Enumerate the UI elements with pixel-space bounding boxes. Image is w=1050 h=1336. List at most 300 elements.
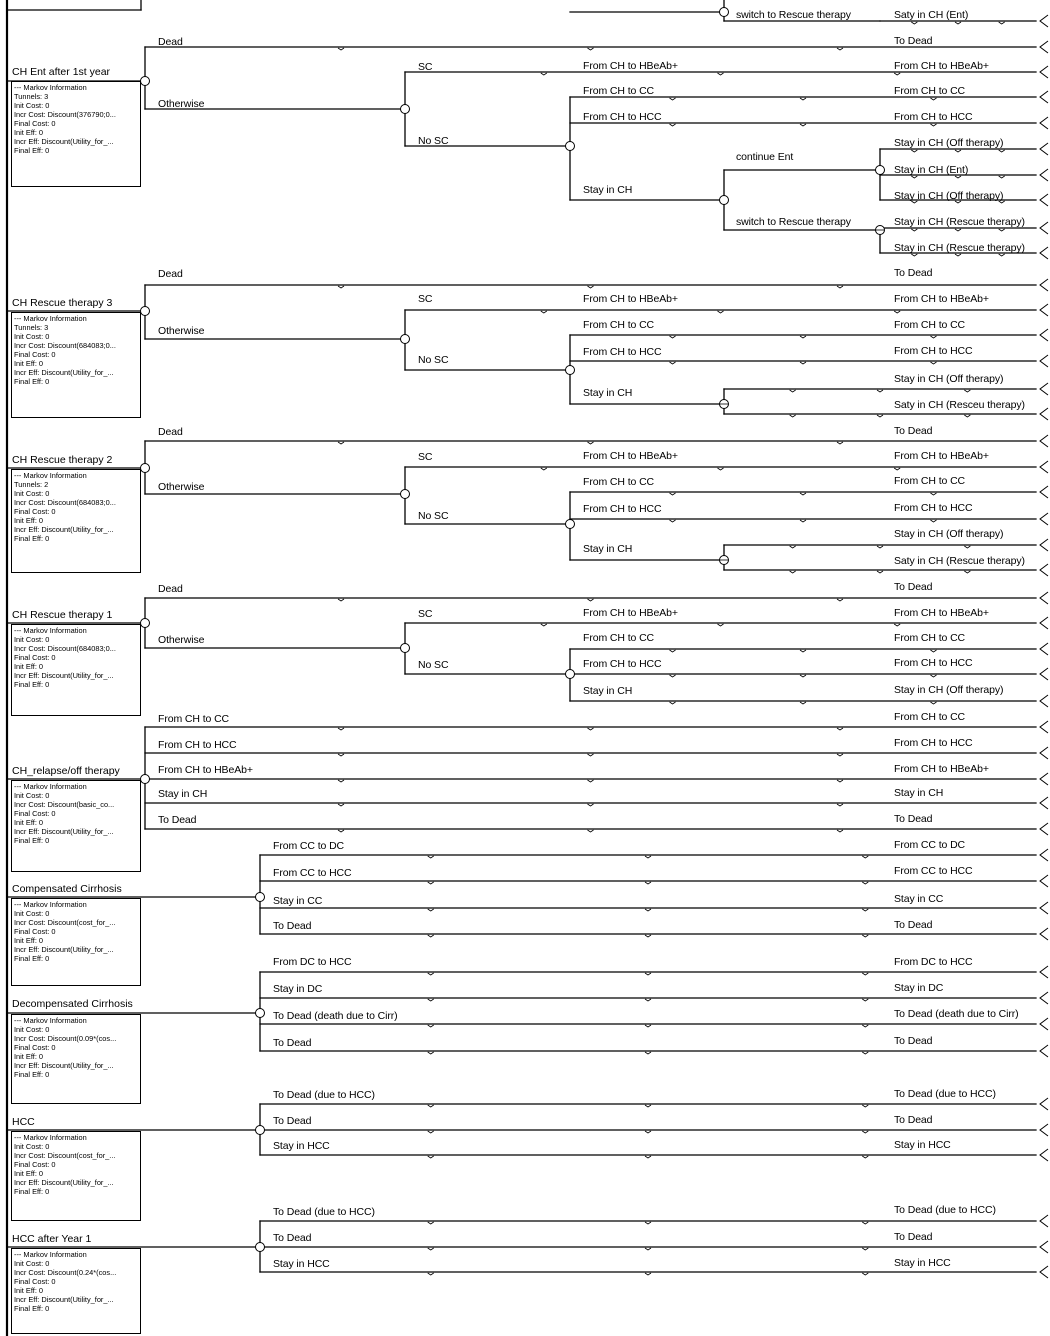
terminal-arrow-icon xyxy=(1040,797,1048,809)
markov-info-box xyxy=(11,469,141,573)
tick-mark xyxy=(790,546,796,548)
info-line: Incr Cost: Discount(0.09*(cos... xyxy=(14,1034,117,1043)
terminal-label: To Dead xyxy=(894,267,933,279)
info-line: Init Eff: 0 xyxy=(14,128,44,137)
state-title-hcc-after-year-1: HCC after Year 1 xyxy=(12,1233,92,1245)
terminal-label: To Dead xyxy=(894,35,933,47)
branch-label: From DC to HCC xyxy=(273,956,352,968)
state-title-ch-rescue-therapy-3: CH Rescue therapy 3 xyxy=(12,297,113,309)
terminal-arrow-icon xyxy=(1040,592,1048,604)
branch-label: From CH to HCC xyxy=(583,346,662,358)
branch-label: SC xyxy=(418,293,433,305)
terminal-label: From CH to HCC xyxy=(894,345,973,357)
terminal-arrow-icon xyxy=(1040,849,1048,861)
info-line: Incr Eff: Discount(Utility_for_... xyxy=(14,945,114,954)
terminal-label: From CH to HCC xyxy=(894,657,973,669)
info-line: Init Eff: 0 xyxy=(14,359,44,368)
tick-mark xyxy=(790,390,796,392)
chance-node-icon xyxy=(401,490,410,499)
chance-node-icon xyxy=(256,893,265,902)
branch-label: To Dead xyxy=(273,920,312,932)
terminal-label: From CH to CC xyxy=(894,319,966,331)
tick-mark xyxy=(964,415,970,417)
tick-mark xyxy=(862,935,868,937)
tick-mark xyxy=(588,728,594,730)
tick-mark xyxy=(428,1248,434,1250)
chance-node-icon xyxy=(141,464,150,473)
tick-mark xyxy=(588,804,594,806)
tick-mark xyxy=(955,22,961,24)
info-line: Init Cost: 0 xyxy=(14,489,50,498)
tick-mark xyxy=(645,1156,651,1158)
tick-mark xyxy=(955,254,961,256)
tick-mark xyxy=(800,98,806,100)
info-line: --- Markov Information xyxy=(14,1016,87,1025)
terminal-label: To Dead xyxy=(894,919,933,931)
terminal-arrow-icon xyxy=(1040,66,1048,78)
tick-mark xyxy=(790,571,796,573)
terminal-arrow-icon xyxy=(1040,1149,1048,1161)
branch-label: Dead xyxy=(158,426,183,438)
branch-label: switch to Rescue therapy xyxy=(736,9,851,21)
info-line: Init Eff: 0 xyxy=(14,516,44,525)
terminal-arrow-icon xyxy=(1040,823,1048,835)
terminal-arrow-icon xyxy=(1040,668,1048,680)
chance-node-icon xyxy=(141,619,150,628)
info-line: Final Eff: 0 xyxy=(14,534,50,543)
tick-mark xyxy=(911,254,917,256)
chance-node-icon xyxy=(256,1126,265,1135)
tick-mark xyxy=(862,973,868,975)
tick-mark xyxy=(428,1273,434,1275)
terminal-label: To Dead xyxy=(894,1114,933,1126)
terminal-arrow-icon xyxy=(1040,643,1048,655)
terminal-label: Stay in HCC xyxy=(894,1139,951,1151)
info-line: Init Cost: 0 xyxy=(14,1259,50,1268)
tick-mark xyxy=(718,468,724,470)
tick-mark xyxy=(964,390,970,392)
terminal-arrow-icon xyxy=(1040,695,1048,707)
info-line: Final Cost: 0 xyxy=(14,809,56,818)
tick-mark xyxy=(790,415,796,417)
terminal-label: From CH to HBeAb+ xyxy=(894,607,989,619)
info-line: Incr Cost: Discount(cost_for_... xyxy=(14,918,116,927)
chance-node-icon xyxy=(876,166,885,175)
terminal-arrow-icon xyxy=(1040,247,1048,259)
terminal-arrow-icon xyxy=(1040,355,1048,367)
tick-mark xyxy=(955,176,961,178)
tick-mark xyxy=(862,1156,868,1158)
tick-mark xyxy=(645,973,651,975)
tick-mark xyxy=(428,1105,434,1107)
branch-label: From CH to CC xyxy=(583,632,655,644)
tick-mark xyxy=(930,124,936,126)
branch-label: To Dead (due to HCC) xyxy=(273,1206,375,1218)
info-line: Incr Cost: Discount(376790;0... xyxy=(14,110,116,119)
markov-info-box xyxy=(11,81,141,187)
info-line: Incr Cost: Discount(684083;0... xyxy=(14,498,116,507)
tick-mark xyxy=(955,150,961,152)
info-line: Init Cost: 0 xyxy=(14,1025,50,1034)
branch-label: Stay in DC xyxy=(273,983,323,995)
info-line: --- Markov Information xyxy=(14,471,87,480)
terminal-arrow-icon xyxy=(1040,617,1048,629)
tick-mark xyxy=(930,650,936,652)
tick-mark xyxy=(588,599,594,601)
tick-mark xyxy=(837,442,843,444)
branch-label: No SC xyxy=(418,135,449,147)
tick-mark xyxy=(862,1105,868,1107)
markov-info-box xyxy=(11,780,141,872)
info-line: Init Eff: 0 xyxy=(14,1169,44,1178)
branch-label: No SC xyxy=(418,354,449,366)
terminal-arrow-icon xyxy=(1040,773,1048,785)
chance-node-icon xyxy=(566,670,575,679)
branch-label: Dead xyxy=(158,268,183,280)
branch-label: SC xyxy=(418,608,433,620)
tick-mark xyxy=(338,599,344,601)
terminal-arrow-icon xyxy=(1040,435,1048,447)
markov-info-box xyxy=(11,898,141,986)
terminal-arrow-icon xyxy=(1040,461,1048,473)
branch-label: Stay in CC xyxy=(273,895,323,907)
info-line: --- Markov Information xyxy=(14,626,87,635)
info-line: --- Markov Information xyxy=(14,900,87,909)
info-line: --- Markov Information xyxy=(14,83,87,92)
terminal-label: To Dead xyxy=(894,1035,933,1047)
info-line: Final Cost: 0 xyxy=(14,119,56,128)
tick-mark xyxy=(541,624,547,626)
tick-mark xyxy=(428,1131,434,1133)
tick-mark xyxy=(338,442,344,444)
state-title-ch-relapse-off-therapy: CH_relapse/off therapy xyxy=(12,765,120,777)
info-line: Final Cost: 0 xyxy=(14,1277,56,1286)
branch-label: To Dead xyxy=(273,1115,312,1127)
tick-mark xyxy=(862,1025,868,1027)
terminal-arrow-icon xyxy=(1040,329,1048,341)
info-line: Final Cost: 0 xyxy=(14,507,56,516)
chance-node-icon xyxy=(401,644,410,653)
info-line: Incr Eff: Discount(Utility_for_... xyxy=(14,137,114,146)
info-line: Final Cost: 0 xyxy=(14,350,56,359)
tick-mark xyxy=(964,571,970,573)
branch-label: To Dead xyxy=(158,814,197,826)
tick-mark xyxy=(800,650,806,652)
tick-mark xyxy=(837,754,843,756)
terminal-arrow-icon xyxy=(1040,539,1048,551)
branch-label: From CH to HCC xyxy=(158,739,237,751)
tick-mark xyxy=(645,909,651,911)
tick-mark xyxy=(645,935,651,937)
state-title-compensated-cirrhosis: Compensated Cirrhosis xyxy=(12,883,122,895)
state-title-decompensated-cirrhosis: Decompensated Cirrhosis xyxy=(12,998,133,1010)
tick-mark xyxy=(877,415,883,417)
terminal-label: Stay in DC xyxy=(894,982,944,994)
info-line: Incr Cost: Discount(0.24*(cos... xyxy=(14,1268,117,1277)
tick-mark xyxy=(645,1052,651,1054)
branch-label: No SC xyxy=(418,659,449,671)
info-line: Incr Eff: Discount(Utility_for_... xyxy=(14,827,114,836)
markov-info-box xyxy=(11,1248,141,1334)
terminal-label: From CH to HCC xyxy=(894,111,973,123)
info-line: Final Eff: 0 xyxy=(14,1304,50,1313)
tick-mark xyxy=(428,1222,434,1224)
branch-label: From CH to HCC xyxy=(583,111,662,123)
tick-mark xyxy=(645,999,651,1001)
info-line: Init Eff: 0 xyxy=(14,936,44,945)
info-line: Tunnels: 3 xyxy=(14,92,49,101)
terminal-label: Stay in CH (Off therapy) xyxy=(894,373,1004,385)
branch-label: From CH to HCC xyxy=(583,503,662,515)
terminal-arrow-icon xyxy=(1040,1018,1048,1030)
tick-mark xyxy=(588,48,594,50)
tick-mark xyxy=(670,650,676,652)
markov-info-box xyxy=(11,312,141,418)
info-line: Final Cost: 0 xyxy=(14,1043,56,1052)
branch-label: Otherwise xyxy=(158,325,205,337)
tick-mark xyxy=(930,98,936,100)
terminal-label: From CH to HCC xyxy=(894,737,973,749)
tick-mark xyxy=(930,493,936,495)
chance-node-icon xyxy=(256,1009,265,1018)
terminal-arrow-icon xyxy=(1040,304,1048,316)
tick-mark xyxy=(338,728,344,730)
terminal-label: From CH to CC xyxy=(894,85,966,97)
tick-mark xyxy=(862,1273,868,1275)
info-line: --- Markov Information xyxy=(14,1250,87,1259)
terminal-label: From CH to HBeAb+ xyxy=(894,763,989,775)
terminal-arrow-icon xyxy=(1040,1266,1048,1278)
info-line: Init Cost: 0 xyxy=(14,332,50,341)
tick-mark xyxy=(670,336,676,338)
terminal-label: From CH to HCC xyxy=(894,502,973,514)
terminal-arrow-icon xyxy=(1040,747,1048,759)
tick-mark xyxy=(837,728,843,730)
tick-mark xyxy=(428,1025,434,1027)
state-title-ch-ent-after-1st-year: CH Ent after 1st year xyxy=(12,66,111,78)
terminal-arrow-icon xyxy=(1040,1241,1048,1253)
info-line: Incr Cost: Discount(684083;0... xyxy=(14,341,116,350)
terminal-arrow-icon xyxy=(1040,875,1048,887)
tick-mark xyxy=(670,493,676,495)
terminal-arrow-icon xyxy=(1040,928,1048,940)
branch-label: From CH to CC xyxy=(158,713,230,725)
terminal-arrow-icon xyxy=(1040,91,1048,103)
terminal-label: From CH to CC xyxy=(894,475,966,487)
terminal-arrow-icon xyxy=(1040,1124,1048,1136)
info-line: Incr Eff: Discount(Utility_for_... xyxy=(14,1178,114,1187)
tick-mark xyxy=(645,1131,651,1133)
branch-label: From CH to HBeAb+ xyxy=(158,764,253,776)
tick-mark xyxy=(877,571,883,573)
tick-mark xyxy=(428,856,434,858)
info-line: Final Eff: 0 xyxy=(14,377,50,386)
terminal-arrow-icon xyxy=(1040,15,1048,27)
tick-mark xyxy=(338,48,344,50)
state-title-ch-rescue-therapy-1: CH Rescue therapy 1 xyxy=(12,609,113,621)
info-line: Final Cost: 0 xyxy=(14,653,56,662)
tick-mark xyxy=(877,390,883,392)
tick-mark xyxy=(800,493,806,495)
info-line: Incr Eff: Discount(Utility_for_... xyxy=(14,1061,114,1070)
tick-mark xyxy=(645,856,651,858)
branch-label: switch to Rescue therapy xyxy=(736,216,851,228)
terminal-arrow-icon xyxy=(1040,486,1048,498)
branch-label: From CH to CC xyxy=(583,476,655,488)
tick-mark xyxy=(670,520,676,522)
tick-mark xyxy=(894,624,900,626)
tick-mark xyxy=(428,1052,434,1054)
markov-info-box xyxy=(11,624,141,716)
tick-mark xyxy=(999,229,1005,231)
branch-label: Otherwise xyxy=(158,634,205,646)
tick-mark xyxy=(837,599,843,601)
terminal-label: Saty in CH (Rescue therapy) xyxy=(894,555,1025,567)
tick-mark xyxy=(911,229,917,231)
tick-mark xyxy=(837,48,843,50)
tick-mark xyxy=(588,442,594,444)
branch-label: SC xyxy=(418,451,433,463)
terminal-label: To Dead xyxy=(894,813,933,825)
info-line: Init Cost: 0 xyxy=(14,1142,50,1151)
markov-info-box xyxy=(11,1131,141,1221)
terminal-label: To Dead xyxy=(894,581,933,593)
info-line: Final Cost: 0 xyxy=(14,927,56,936)
info-line: Final Eff: 0 xyxy=(14,954,50,963)
terminal-label: Saty in CH (Resceu therapy) xyxy=(894,399,1025,411)
terminal-arrow-icon xyxy=(1040,1098,1048,1110)
tick-mark xyxy=(955,229,961,231)
tick-mark xyxy=(338,830,344,832)
chance-node-icon xyxy=(141,77,150,86)
terminal-arrow-icon xyxy=(1040,41,1048,53)
markov-info-box xyxy=(11,1014,141,1104)
tick-mark xyxy=(428,882,434,884)
tick-mark xyxy=(645,882,651,884)
terminal-label: Stay in CH (Rescue therapy) xyxy=(894,216,1025,228)
info-line: Incr Eff: Discount(Utility_for_... xyxy=(14,525,114,534)
tick-mark xyxy=(894,311,900,313)
terminal-label: Saty in CH (Ent) xyxy=(894,9,969,21)
branch-label: From CH to CC xyxy=(583,85,655,97)
chance-node-icon xyxy=(720,8,729,17)
tick-mark xyxy=(541,311,547,313)
terminal-label: Stay in CC xyxy=(894,893,944,905)
terminal-label: To Dead (death due to Cirr) xyxy=(894,1008,1019,1020)
terminal-label: To Dead (due to HCC) xyxy=(894,1204,996,1216)
terminal-label: Stay in CH (Off therapy) xyxy=(894,137,1004,149)
tick-mark xyxy=(837,804,843,806)
tick-mark xyxy=(670,675,676,677)
tick-mark xyxy=(670,702,676,704)
tick-mark xyxy=(930,362,936,364)
branch-label: From CH to HBeAb+ xyxy=(583,60,678,72)
tick-mark xyxy=(670,124,676,126)
terminal-label: Stay in CH (Rescue therapy) xyxy=(894,242,1025,254)
tick-mark xyxy=(670,98,676,100)
tick-mark xyxy=(862,856,868,858)
info-line: Init Cost: 0 xyxy=(14,909,50,918)
info-line: Final Eff: 0 xyxy=(14,680,50,689)
terminal-label: To Dead xyxy=(894,1231,933,1243)
terminal-arrow-icon xyxy=(1040,513,1048,525)
terminal-arrow-icon xyxy=(1040,194,1048,206)
terminal-label: From CH to HBeAb+ xyxy=(894,450,989,462)
tick-mark xyxy=(862,1052,868,1054)
info-line: Init Eff: 0 xyxy=(14,1052,44,1061)
chance-node-icon xyxy=(401,105,410,114)
branch-label: Stay in HCC xyxy=(273,1140,330,1152)
branch-label: Stay in CH xyxy=(583,184,633,196)
terminal-arrow-icon xyxy=(1040,721,1048,733)
info-line: Final Eff: 0 xyxy=(14,146,50,155)
tick-mark xyxy=(800,702,806,704)
branch-label: Otherwise xyxy=(158,98,205,110)
info-line: Final Eff: 0 xyxy=(14,1187,50,1196)
tick-mark xyxy=(930,702,936,704)
tick-mark xyxy=(718,73,724,75)
chance-node-icon xyxy=(566,520,575,529)
chance-node-icon xyxy=(566,142,575,151)
info-line: Init Cost: 0 xyxy=(14,791,50,800)
tick-mark xyxy=(999,176,1005,178)
tick-mark xyxy=(428,999,434,1001)
info-line: Init Cost: 0 xyxy=(14,101,50,110)
terminal-label: From CH to HBeAb+ xyxy=(894,60,989,72)
terminal-arrow-icon xyxy=(1040,564,1048,576)
terminal-label: Stay in CH (Off therapy) xyxy=(894,190,1004,202)
info-line: Final Cost: 0 xyxy=(14,1160,56,1169)
tick-mark xyxy=(645,1025,651,1027)
terminal-label: Stay in CH (Off therapy) xyxy=(894,684,1004,696)
tick-mark xyxy=(862,1131,868,1133)
tick-mark xyxy=(718,624,724,626)
info-line: Final Eff: 0 xyxy=(14,836,50,845)
info-line: Incr Eff: Discount(Utility_for_... xyxy=(14,1295,114,1304)
branch-label: Stay in CH xyxy=(583,543,633,555)
branch-label: Stay in HCC xyxy=(273,1258,330,1270)
terminal-arrow-icon xyxy=(1040,966,1048,978)
info-line: --- Markov Information xyxy=(14,782,87,791)
branch-label: continue Ent xyxy=(736,151,794,163)
info-line: Tunnels: 2 xyxy=(14,480,49,489)
info-line: Incr Eff: Discount(Utility_for_... xyxy=(14,671,114,680)
tick-mark xyxy=(428,1156,434,1158)
terminal-arrow-icon xyxy=(1040,1215,1048,1227)
info-line: Final Eff: 0 xyxy=(14,1070,50,1079)
chance-node-icon xyxy=(401,335,410,344)
tick-mark xyxy=(911,176,917,178)
tick-mark xyxy=(837,780,843,782)
branch-label: Otherwise xyxy=(158,481,205,493)
terminal-label: To Dead xyxy=(894,425,933,437)
tick-mark xyxy=(338,780,344,782)
tick-mark xyxy=(800,675,806,677)
tick-mark xyxy=(588,286,594,288)
tick-mark xyxy=(837,830,843,832)
chance-node-icon xyxy=(141,307,150,316)
terminal-label: From CC to HCC xyxy=(894,865,973,877)
terminal-label: From CC to DC xyxy=(894,839,966,851)
terminal-label: From CH to CC xyxy=(894,711,966,723)
tick-mark xyxy=(645,1105,651,1107)
info-line: Init Eff: 0 xyxy=(14,1286,44,1295)
tick-mark xyxy=(877,546,883,548)
tick-mark xyxy=(930,336,936,338)
info-line: --- Markov Information xyxy=(14,1133,87,1142)
chance-node-icon xyxy=(141,775,150,784)
state-title-ch-rescue-therapy-2: CH Rescue therapy 2 xyxy=(12,454,113,466)
